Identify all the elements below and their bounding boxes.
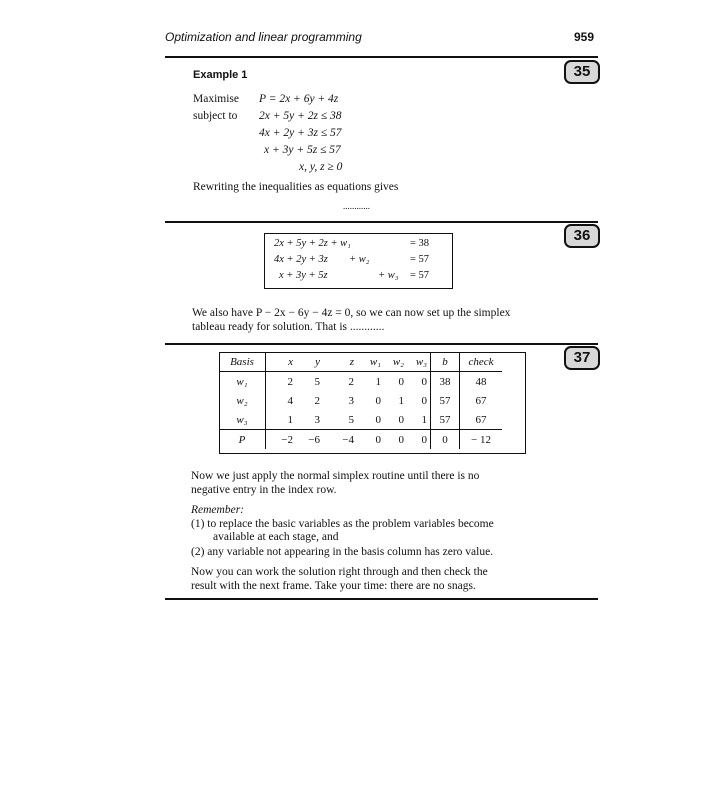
table-row	[219, 372, 502, 392]
header-w2: w₂	[381, 352, 404, 372]
table-cell: 5	[314, 375, 320, 388]
constraint-2: 4x + 2y + 3z ≤ 57	[259, 127, 342, 139]
closing-line-1: Now you can work the solution right through and then check the	[191, 566, 488, 578]
b-cell: 57	[431, 391, 460, 410]
check-cell: 48	[460, 372, 503, 392]
remember-item-1-line-1: (1) to replace the basic variables as the problem variables become	[191, 518, 494, 530]
routine-line-1: Now we just apply the normal simplex routine until there is no	[191, 470, 480, 482]
table-cell: −6	[293, 430, 320, 450]
frame-number-36: 36	[564, 224, 600, 248]
table-cell: 2	[348, 375, 354, 388]
table-cell: 1	[421, 413, 427, 426]
table-cell: 1	[375, 375, 381, 388]
frame-rule-bottom	[165, 598, 598, 600]
basis-cell: w₃	[219, 410, 266, 430]
table-cell: 0	[398, 413, 404, 426]
frame-number-37: 37	[564, 346, 600, 370]
table-cell: 5	[348, 413, 354, 426]
table-cell: −4	[320, 430, 354, 450]
equation-2-slack: + w₂	[349, 254, 370, 265]
table-cell: 0	[421, 375, 427, 388]
b-cell: 0	[431, 430, 460, 450]
header-y: y	[293, 352, 320, 372]
closing-line-2: result with the next frame. Take your time: there are no snags.	[191, 580, 476, 592]
header-w3: w₃	[404, 352, 431, 372]
table-cell: −2	[266, 430, 294, 450]
equations-box	[264, 233, 453, 289]
remember-label: Remember:	[191, 504, 245, 516]
table-cell: 1	[398, 394, 404, 407]
b-cell: 38	[431, 372, 460, 392]
check-cell: − 12	[460, 430, 503, 450]
maximise-label: Maximise	[193, 93, 239, 105]
table-row	[219, 391, 502, 410]
objective-function: P = 2x + 6y + 4z	[259, 93, 339, 105]
frame-rule-37	[165, 343, 598, 345]
b-cell: 57	[431, 410, 460, 430]
table-cell: 0	[421, 394, 427, 407]
header-w1: w₁	[354, 352, 381, 372]
running-head-title: Optimization and linear programming	[165, 30, 362, 44]
rewrite-sentence: Rewriting the inequalities as equations gives	[193, 181, 399, 193]
check-cell: 67	[460, 391, 503, 410]
equation-2-lhs: 4x + 2y + 3z	[274, 254, 328, 265]
paragraph-line-2: tableau ready for solution. That is ............	[192, 321, 385, 333]
header-z: z	[320, 352, 354, 372]
dots-placeholder: ............	[343, 201, 370, 211]
table-cell: 3	[314, 413, 320, 426]
equation-2-rhs: = 57	[410, 254, 430, 265]
non-negativity: x, y, z ≥ 0	[299, 161, 343, 173]
basis-cell: P	[219, 430, 266, 450]
equation-3-rhs: = 57	[410, 270, 430, 281]
basis-cell: w₂	[219, 391, 266, 410]
header-check: check	[460, 352, 503, 372]
table-cell: 4	[287, 394, 293, 407]
index-row	[219, 430, 502, 450]
header-basis: Basis	[219, 352, 266, 372]
table-cell: 0	[398, 375, 404, 388]
routine-line-2: negative entry in the index row.	[191, 484, 337, 496]
check-cell: 67	[460, 410, 503, 430]
table-row	[219, 410, 502, 430]
table-cell: 2	[314, 394, 320, 407]
tableau-header-row	[219, 352, 502, 372]
equation-1-lhs: 2x + 5y + 2z + w₁	[274, 238, 351, 249]
frame-rule-top	[165, 56, 598, 58]
header-x: x	[266, 352, 294, 372]
table-cell: 0	[375, 413, 381, 426]
table-cell: 0	[381, 430, 404, 450]
constraint-3: x + 3y + 5z ≤ 57	[264, 144, 341, 156]
paragraph-line-1: We also have P − 2x − 6y − 4z = 0, so we can now set up the simplex	[192, 307, 511, 319]
header-b: b	[431, 352, 460, 372]
table-cell: 2	[287, 375, 293, 388]
remember-item-2: (2) any variable not appearing in the basis column has zero value.	[191, 546, 494, 558]
frame-number-35: 35	[564, 60, 600, 84]
equation-3-lhs: x + 3y + 5z	[279, 270, 328, 281]
table-cell: 0	[375, 394, 381, 407]
basis-cell: w₁	[219, 372, 266, 392]
table-cell: 3	[348, 394, 354, 407]
subject-to-label: subject to	[193, 110, 238, 122]
frame-rule-36	[165, 221, 598, 223]
table-cell: 1	[287, 413, 293, 426]
example-heading: Example 1	[193, 69, 248, 81]
constraint-1: 2x + 5y + 2z ≤ 38	[259, 110, 342, 122]
remember-item-1-line-2: available at each stage, and	[213, 531, 339, 543]
table-cell: 0	[404, 430, 431, 450]
equation-3-slack: + w₃	[378, 270, 399, 281]
page-number: 959	[574, 30, 595, 44]
equation-1-rhs: = 38	[410, 238, 430, 249]
table-cell: 0	[354, 430, 381, 450]
simplex-tableau	[219, 352, 502, 449]
